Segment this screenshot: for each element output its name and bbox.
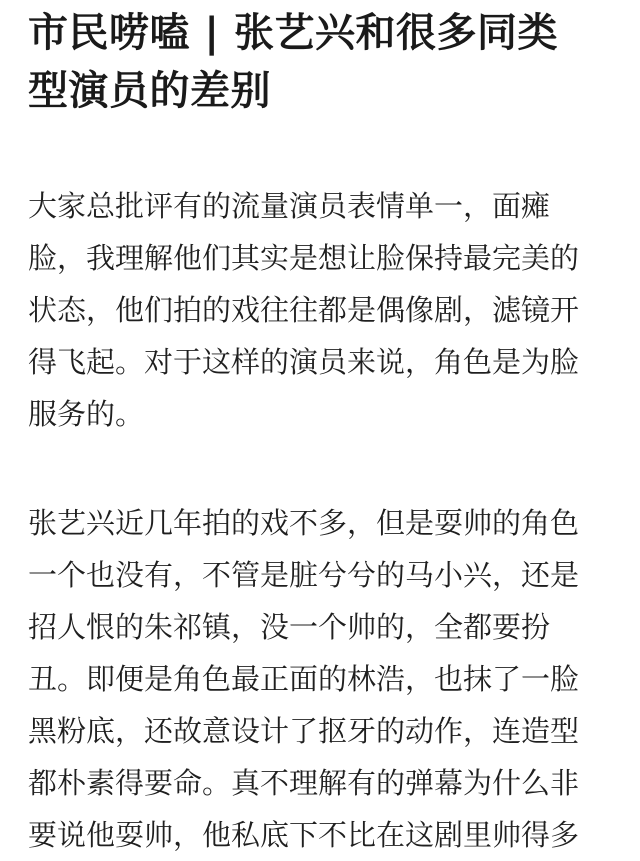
paragraph-line: 招人恨的朱祁镇，没一个帅的，全都要扮 bbox=[28, 610, 551, 644]
paragraph-line: 状态，他们拍的戏往往都是偶像剧，滤镜开 bbox=[28, 293, 580, 327]
paragraph-line: 黑粉底，还故意设计了抠牙的动作，连造型 bbox=[28, 714, 580, 748]
paragraph-line: 大家总批评有的流量演员表情单一，面瘫 bbox=[28, 189, 551, 223]
paragraph-line: 服务的。 bbox=[28, 397, 145, 431]
paragraph-line: 张艺兴近几年拍的戏不多，但是耍帅的角色 bbox=[28, 506, 580, 540]
paragraph-line: 都朴素得要命。真不理解有的弹幕为什么非 bbox=[28, 766, 580, 800]
paragraph-line: 一个也没有，不管是脏兮兮的马小兴，还是 bbox=[28, 558, 580, 592]
article-title bbox=[28, 4, 618, 120]
paragraph bbox=[28, 180, 618, 440]
article bbox=[28, 0, 618, 861]
article-title-line: 市民唠嗑 | 张艺兴和很多同类 bbox=[28, 10, 558, 56]
paragraph-line: 得飞起。对于这样的演员来说，角色是为脸 bbox=[28, 345, 580, 379]
article-title-line: 型演员的差别 bbox=[28, 68, 271, 114]
paragraph-line: 脸，我理解他们其实是想让脸保持最完美的 bbox=[28, 241, 580, 275]
paragraph-line: 要说他耍帅，他私底下不比在这剧里帅得多 bbox=[28, 818, 580, 852]
paragraph bbox=[28, 497, 618, 861]
paragraph-line: 丑。即便是角色最正面的林浩，也抹了一脸 bbox=[28, 662, 580, 696]
